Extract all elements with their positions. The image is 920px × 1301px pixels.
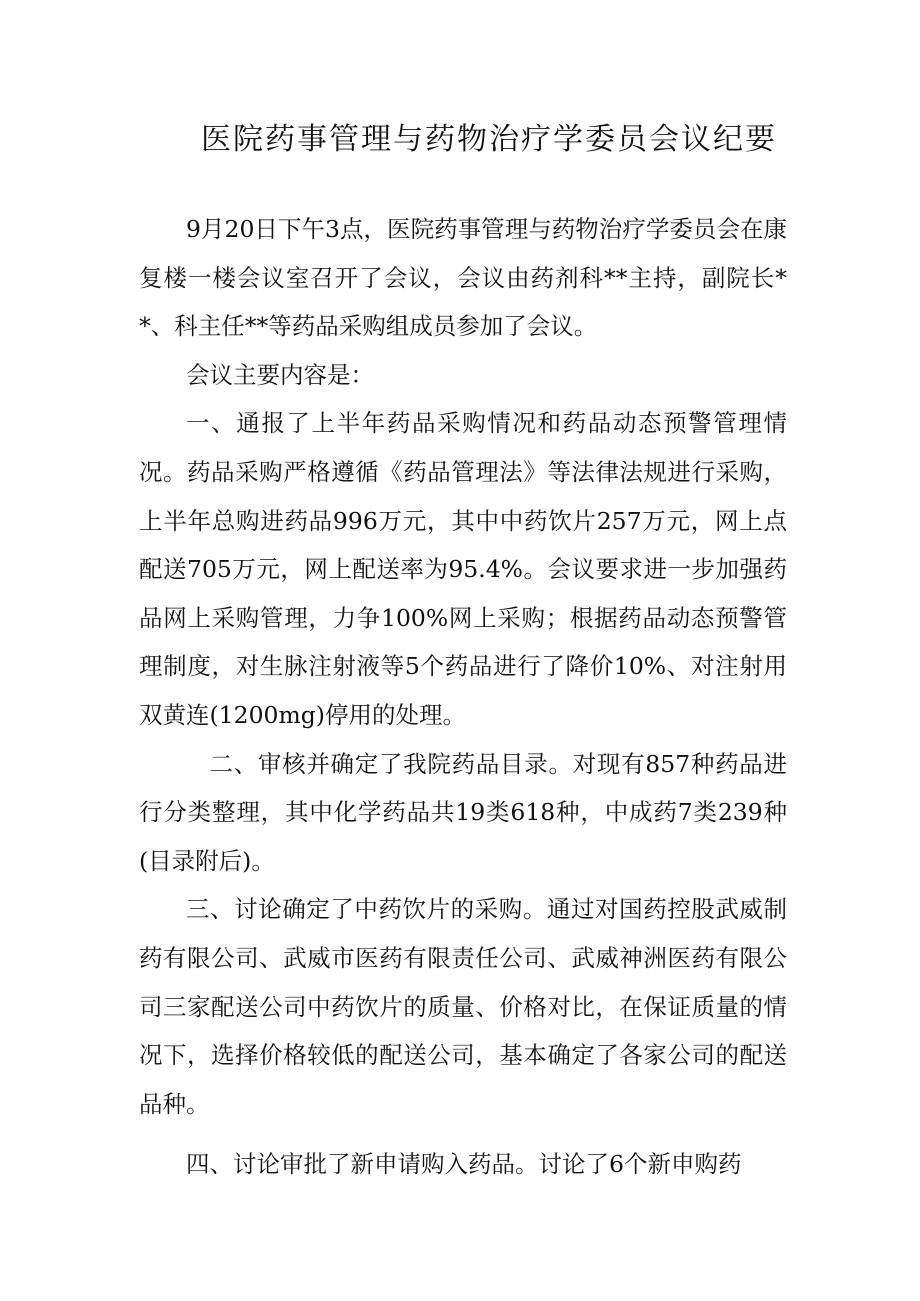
document-body: [139, 205, 787, 1189]
paragraph-meeting-intro: 9月20日下午3点，医院药事管理与药物治疗学委员会在康复楼一楼会议室召开了会议，会议由药剂科**主持，副院长**、科主任**等药品采购组成员参加了会议。: [139, 215, 787, 341]
paragraph-item-one: 一、通报了上半年药品采购情况和药品动态预警管理情况。药品采购严格遵循《药品管理法》等法律法规进行采购，上半年总购进药品996万元，其中中药饮片257万元，网上点配送705万元，网上配送率为95.4%。会议要求进一步加强药品网上采购管理，力争100%网上采购；根据药品动态预警管理制度，对生脉注射液等5个药品进行了降价10%、对注射用双黄连(1200mg)停用的处理。: [139, 409, 787, 729]
paragraph-item-four: 四、讨论审批了新申请购入药品。讨论了6个新申购药: [186, 1150, 742, 1179]
paragraph-main-content-heading: 会议主要内容是：: [186, 360, 374, 389]
paragraph-item-two: 二、审核并确定了我院药品目录。对现有857种药品进行分类整理，其中化学药品共19类618种，中成药7类239种(目录附后)。: [139, 749, 787, 875]
paragraph-item-three: 三、讨论确定了中药饮片的采购。通过对国药控股武威制药有限公司、武威市医药有限责任公司、武威神洲医药有限公司三家配送公司中药饮片的质量、价格对比，在保证质量的情况下，选择价格较低的配送公司，基本确定了各家公司的配送品种。: [139, 895, 787, 1118]
document-title: 医院药事管理与药物治疗学委员会议纪要: [201, 122, 777, 157]
